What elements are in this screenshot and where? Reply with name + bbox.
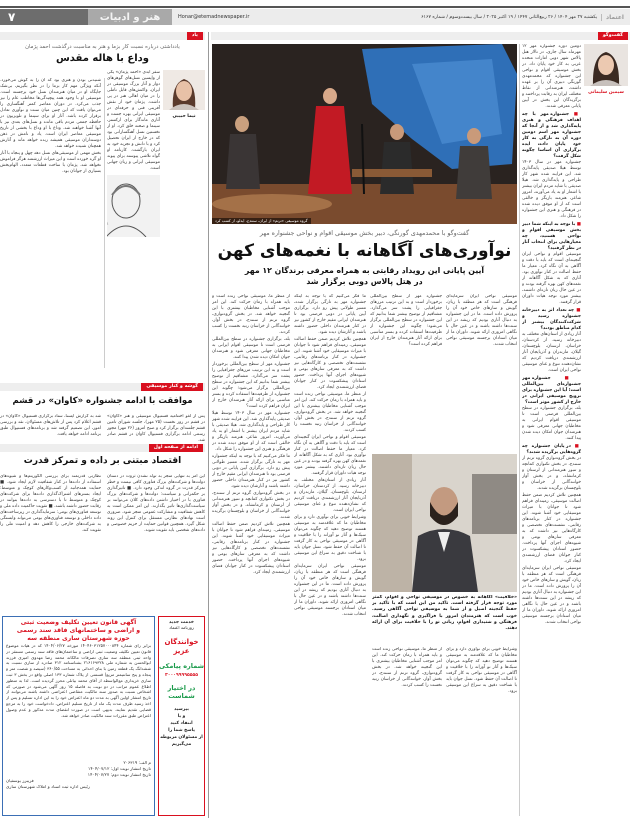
memorial-text: سفر ابدی «احمد پژمان» یکی از واپسین نسل‌های گوهرهای دوار و آثار بزرگ موسیقی در ایران، واکنش‌های قابل تاملی را در میان اهالی هنر در پی داشت. پژمان خود از نقش آفرینی فنی و حرفه‌ای در موسیقی ایرانی بهره جست و آثاری ماندگار برای ارکستر، سینما و صحنه خلق کرد. او از نخستین نسل آهنگسازانی بود که در خارج از ایران تحصیل کرد و با دانش و تجربه خود به ایران بازگشت. کارنامه او گواه تلاشی پیوسته برای پیوند موسیقی ایرانی و زبان جهانی است. [107, 70, 160, 171]
memorial-kicker: یادداشتی درباره نسبت کار بزما و هنر به مناسبت درگذشت احمد پژمان [25, 44, 180, 50]
pull-quote: «خلاقیت» آگاهانه به خصوص در موسیقی نواحی و اقوام، کمتر مورد توجه قرار گرفته است. تاکید من این است که با تاکید بر حفظ گنجینه اصیل و از شما به موسیقی نواحی آگاهی رسید. خوب است که هنرمندان امروز با فراگیری و نگهداری اصالت، فرهنگی و شنیداری اقوام، زبانی نو را با خلاقیت برای آن ارائه دهند. [372, 595, 517, 632]
memorial-col-left [0, 78, 101, 370]
column-divider [104, 78, 105, 368]
stage-photo-image [212, 44, 517, 224]
promo-line: بپرسید [174, 707, 189, 712]
kavan-text-right: پس از لغو اختتامیه فستیوال موسیقی و هنر «کاوان» در قشم در روز نخست (۲۵ مهر)، جلسه شورای تامین قشم جلسه‌ای برگزار کرد و صبح امروز (۲۶ مهر) مجوز رسمی ادامه برگزاری فستیوال کاوان در قشم صادر شد. [107, 414, 205, 442]
kavan-section-bar [0, 383, 205, 391]
interview-right-column [522, 44, 628, 816]
promo-line: انتقاد کنید [170, 721, 193, 726]
author-photo [163, 70, 205, 110]
promo-sms-number[interactable]: ۳۰۰۰۹۹۹۹۵۵۵۵ [165, 673, 198, 678]
interview-answer: همچنین تلاش کردیم ضمن حفظ اصالت موسیقی، زمینه‌ای فراهم شود تا جوانان با میراث موسیقایی خود آشنا شوند. این جشنواره در کنار برنامه‌های رقابتی، نشست‌های تخصصی و کارگاه‌هایی نیز داشت که به معرفی سازهای بومی و شیوه‌های اجرای آنها پرداخت. حضور استادان پیشکسوت در کنار جوانان فضای ارزشمندی ایجاد کرد. [522, 493, 581, 564]
interviewer-box [584, 44, 628, 95]
interview-answer: جشنواره مهر در سال ۱۴۰۳ توسط هیلا صدیقی پایه‌گذاری شد. این فرایند شده شهر کار طراحی و پایه‌گذاری شد. هیلا صدیقی با شاید مردم ایران بیشتر با اشعار او به یاد می‌آورند، امروز شاعر، هنرمند بازیگر و خالقی است که از او موفق دیده شده در فرهنگی و هنری این جشنواره را شکل داد. [522, 160, 581, 219]
interview-intro: دومین دوره جشنواره مهر ۱۲ مهرماه سال جاری، در تالار هتل پالاس شهر دوبی امارات متحده عربی به کار خود پایان داد. در بخش موسیقی اقوام و نواحی این جشنواره که محمدمهدی گورنگی دبیری آن را بر عهده داشت، هنرمندانی از نقاط مختلف ایران به رقابت پرداختند و برگزیدگان این بخش در آیین پایانی معرفی شدند. [522, 44, 581, 109]
interviewer-name: سیمین سلیمانی [588, 90, 624, 95]
kavan-text-left: شد به گزارش ایسنا، ستاد برگزاری فستیوال «کاوان» در قشم اعلام کرد پس از تلاش‌های مسئولان، نقد و بررسی امور، این تصمیم گرفته شد و برنامه‌های فستیوال طبق برنامه ادامه خواهد یافت. [0, 414, 101, 437]
promo-readers: خوانندگان عزیز [164, 638, 199, 655]
interview-paragraph: جشنواره مهر از سطح بین‌المللی برخوردار است و به این ترتیب مرزهای جغرافیایی را پشت سر می‌گذارد. مشتاقیم از توضیح بیشتر شما بدانیم که این جشنواره در سطح بین‌المللی برگزار می‌شود؛ چگونه این جشنواره از ظرفیت‌ها استفاده کرده و بستر مناسبی برای ارائه آثار هنرمندان خارج از ایران فراهم کرده است؟ [212, 362, 290, 409]
economy-headline: اقتصاد مبتنی بر داده و تمرکز قدرت [23, 456, 182, 466]
sms-promo-box [158, 616, 205, 816]
interview-paragraph: موسیقی اقوام و نواحی ایران گنجینه‌ای است که باید با دقت و آگاهی به آن نگاه کرد. معیار ما حفظ اصالت در کنار نوآوری بود. آثاری که به شکل آگاهانه از نغمه‌های کهن بهره گرفته بودند و در عین حال زبان تازه‌ای داشتند، بیشتر مورد توجه هیات داوران قرار گرفتند. [294, 435, 366, 476]
header-info [172, 9, 630, 25]
interview-paragraph: جشنواره مهر در سال ۱۴۰۳ توسط هیلا صدیقی پایه‌گذاری شد. این فرایند شده شهر کار طراحی و پایه‌گذاری شد. هیلا صدیقی با شاید مردم ایران بیشتر با اشعار او به یاد می‌آورند، امروز شاعر، هنرمند بازیگر و خالقی است که از او موفق دیده شده در فرهنگی و هنری این جشنواره را شکل داد. [212, 411, 290, 452]
economy-text-left: نظارتی قدرتمند برای بررسی الگوریتم‌ها و شیوه‌های استفاده از داده‌ها در کنار شفافیت لازم ایجاد شود. ■ حمایت همه‌جانبه از کسب‌وکارهای کوچک و متوسط: ایجاد بسترهای اشتراک‌گذاری داده‌ها برای شرکت‌های کوچک و متوسط تا با دسترسی به داده‌ها بتوانند در رقابت حضور داشته باشند. ■ تقویت حاکمیت داده ملی و توسعه فناوری‌های بومی: سرمایه‌گذاری در زیرساخت‌های داده داخلی و توسعه فناوری‌های بومی می‌تواند وابستگی به شرکت‌های خارجی را کاهش دهد و امنیت ملی را تقویت کند. [0, 474, 101, 533]
interview-question: ■ در پایان جشنواره چه گروه‌هایی برگزیده شدند؟ [522, 444, 581, 456]
notice-code: م الف: ۲۰۶۳۱۹ [123, 761, 151, 766]
interview-paragraph: ما فکر می‌کنیم که با توجه به اینکه جشنواره مهر به تازگی برگزار شده، مسیر طولانی پیش رو دارد. برگزاری آیین پایانی در دوبی فرصتی بود تا هنرمندان ایرانی مقیم خارج از کشور نیز در کنار هنرمندان داخلی حضور داشته باشند و آثارشان دیده شود. [294, 294, 366, 335]
promo-top: روزنامه اعتماد [169, 625, 194, 630]
interview-answer: موسیقی نواحی ایران سرمایه‌ای فرهنگی است که هر منطقه با زبان، گویش و سازهای خاص خود آن را پرورش داده است. ما در این جشنواره به دنبال آثاری بودیم که ریشه در این سنت‌ها داشته باشند و در عین حال با نگاهی امروزی ارائه شوند. داوران ما از میان استادان برجسته موسیقی نواحی انتخاب شدند. [522, 566, 581, 625]
memorial-section-bar [0, 32, 205, 40]
interview-paragraph: موسیقی نواحی ایران سرمایه‌ای فرهنگی است که هر منطقه با زبان، گویش و سازهای خاص خود آن را پرورش داده است. ما در این جشنواره به دنبال آثاری بودیم که ریشه در این سنت‌ها داشته باشند و در عین حال با نگاهی امروزی ارائه شوند. داوران ما از میان استادان برجسته موسیقی نواحی انتخاب شدند. [294, 564, 366, 617]
interview-kicker: گفت‌وگو با محمدمهدی گورنگی، دبیر بخش موسیقی اقوام و نواحی جشنواره مهر [259, 230, 470, 237]
interview-column: وشرایط خوبی برای نوآوری دارد و برای مخاطبان ما که علاقه‌مند به موسیقی هستند توضیح دهید که چگونه می‌توان سبک‌ها و آثار نو آورانه را با خلاقیت و آگاهی در موسیقی نواحی به کار گرفت تا اصالت آن حفظ شود. نسل جوان باید با شناخت دقیق به سراغ این موسیقی برود. [446, 647, 517, 694]
interview-paragraph: وشرایط خوبی برای نوآوری دارد و برای مخاطبان ما که علاقه‌مند به موسیقی هستند توضیح دهید که چگونه می‌توان سبک‌ها و آثار نو آورانه را با خلاقیت و آگاهی در موسیقی نواحی به کار گرفت تا اصالت آن حفظ شود. نسل جوان باید با شناخت دقیق به سراغ این موسیقی برود. [294, 515, 366, 562]
interviewer-photo [584, 44, 628, 86]
notice-title: آگهی قانون تعیین تکلیف وضعیت ثبتی [20, 619, 137, 626]
interview-paragraph: از منظر ما، موسیقی نواحی زنده است و باید همراه با زمان حرکت کند. این امر موجب آشنایی مخاطبان بیشتری با این گنجینه خواهد شد. در بخش گروه‌نوازی، گروه ترنم از سنندج، در بخش آواز، خوانندگانی از خراسان رتبه نخست را کسب کردند. [212, 294, 290, 335]
interview-answer: موسیقی اقوام و نواحی ایران گنجینه‌ای است که باید با دقت و آگاهی به آن نگاه کرد. معیار ما حفظ اصالت در کنار نوآوری بود. آثاری که به شکل آگاهانه از نغمه‌های کهن بهره گرفته بودند و در عین حال زبان تازه‌ای داشتند، بیشتر مورد توجه هیات داوران قرار گرفتند. [522, 252, 581, 305]
memorial-headline: وداع با هاله مقدس [55, 53, 150, 64]
economy-section-bar [0, 444, 205, 452]
interview-paragraph: آثار زیادی از استان‌های مختلف به دبیرخانه رسید. از کردستان، خراسان، لرستان، بلوچستان، گیلان، مازندران و آذربایجان آثار ارزشمندی دریافت کردیم که نشان‌دهنده تنوع و غنای موسیقی نواحی ایران است. [294, 478, 366, 513]
date-line: یکشنبه ۲۷ مهر ۱۴۰۴ / ۲۶ ربیع‌الثانی ۱۴۴۷ / ۱۹ اکتبر ۲۰۲۵ / سال بیست‌وسوم / شماره ۶۱۶۷ [421, 14, 598, 20]
email-link[interactable]: Honar@etemadnewspaper.ir [178, 14, 250, 20]
notice-date-1: تاریخ انتشار نوبت اول: ۱۴۰۴/۰۷/۱۲ [88, 767, 151, 772]
notice-signer: فریبرز یوسفیان [6, 779, 34, 784]
interview-section-bar [211, 32, 630, 40]
interview-paragraph: از منظر ما، موسیقی نواحی زنده است و باید همراه با زمان حرکت کند. این امر موجب آشنایی مخاطبان بیشتری با این گنجینه خواهد شد. در بخش گروه‌نوازی، گروه ترنم از سنندج، در بخش آواز، خوانندگانی از خراسان رتبه نخست را کسب کردند. [294, 392, 366, 433]
legal-notice-ad [2, 616, 155, 816]
interview-column [212, 294, 290, 814]
memorial-text: بخش مهمی از موسیقی‌های نسل دهه چهل و پنجاه با آثار او گره خورده است و این میراث ارزشمند هرگز فراموش نخواهد شد. پژمان با ساخت قطعات متعدد، الهام‌بخش بسیاری از جوانان بود. [0, 151, 101, 174]
memorial-section-label: یاد [187, 32, 203, 40]
page-divider [208, 32, 209, 818]
interview-paragraph: همچنین تلاش کردیم ضمن حفظ اصالت موسیقی، زمینه‌ای فراهم شود تا جوانان با میراث موسیقایی خود آشنا شوند. این جشنواره در کنار برنامه‌های رقابتی، نشست‌های تخصصی و کارگاه‌هایی نیز داشت که به معرفی سازهای بومی و شیوه‌های اجرای آنها پرداخت. حضور استادان پیشکسوت در کنار جوانان فضای ارزشمندی ایجاد کرد. [212, 522, 290, 575]
promo-at-service: در اختیار شماست [167, 684, 196, 700]
interview-column: از منظر ما، موسیقی نواحی زنده است و باید همراه با زمان حرکت کند. این امر موجب آشنایی مخاطبان بیشتری با این گنجینه خواهد شد. در بخش گروه‌نوازی، گروه ترنم از سنندج، در بخش آواز، خوانندگانی از خراسان رتبه نخست را کسب کردند. [372, 647, 442, 688]
economy-section-label: ادامه از صفحه اول [149, 444, 203, 452]
notice-signer-title: رئیس اداره ثبت اسناد و املاک شهرستان ساری [6, 785, 90, 790]
interview-column: جشنواره مهر از سطح بین‌المللی برخوردار است و به این ترتیب مرزهای جغرافیایی را پشت سر می‌گذارد. مشتاقیم از توضیح بیشتر شما بدانیم که این جشنواره در سطح بین‌المللی برگزار می‌شود؛ چگونه این جشنواره از ظرفیت‌ها استفاده کرده و بستر مناسبی برای ارائه آثار هنرمندان خارج از ایران فراهم کرده است؟ [370, 294, 442, 347]
promo-line: پاسخ شما را [168, 728, 195, 733]
interview-paragraph: در بخش گروه‌نوازی گروه ترنم از سنندج، در بخش تکنوازی کمانچه و تنبور هنرمندانی از لرستان و کرمانشاه، و در بخش آواز خوانندگانی از خراسان و بلوچستان برگزیده شدند. [212, 491, 290, 520]
gorangi-photo-image [372, 454, 517, 592]
interview-subheadline: در هتل پالاس دوبی برگزار شد [306, 277, 423, 286]
memorial-text: شنیدنی بودن و هنری بود که آن را به گوش می‌خورد. آنکه ویژگی مهم کار بزما را در نظر بگیریم، بی‌شک جایگاه او در میان هنرمندان نسل خود برجسته است. موسیقی او با وجود همه پیچیدگی‌ها مخاطب عام را نیز جذب می‌کرد. در دوران معاصر کمتر آهنگسازی را می‌توان یافت که این چنین میان سنت و نوآوری تعادل برقرار کرده باشد. آثار او برای سینما و تلویزیون در حافظه جمعی مردم باقی مانده و نسل‌های بعدی نیز با آنها آشنا خواهند شد. وداع با او وداع با بخشی از تاریخ موسیقی معاصر ایران است. یاد و نامش در ذهن دوستداران موسیقی همیشه زنده خواهد ماند و آثارش همچنان شنیده خواهد شد. [0, 78, 101, 149]
interview-answer: بله، برگزاری جشنواره در سطح بین‌المللی فرصتی است تا موسیقی اقوام ایرانی به مخاطبان جهانی معرفی شود و هنرمندان جوان امکان دیده شدن پیدا کنند. [522, 406, 581, 441]
interview-paragraph: ما فکر می‌کنیم که با توجه به اینکه جشنواره مهر به تازگی برگزار شده، مسیر طولانی پیش رو دارد. برگزاری آیین پایانی در دوبی فرصتی بود تا هنرمندان ایرانی مقیم خارج از کشور نیز در کنار هنرمندان داخلی حضور داشته باشند و آثارشان دیده شود. [212, 454, 290, 489]
pejman-portrait-sketch [107, 175, 160, 237]
notice-body: برابر رای شماره ۱۴۰۴۶۰۳۱۲۵۷۰۰۰۸۴۴ مورخه ۱۴۰۴/۰۶/۲۷ که در هیات موضوع قانون تعیین تکلیف وضعیت ثبتی اراضی و ساختمان‌های فاقد سند رسمی مستقر در واحد ثبتی منطقه سه ساری تصرفات مالکانه محمد رضا مهدوی امیری فرزند ابوالحسن به شماره ملی ۲۱۶۱۶۹۳۲۸ بشناسنامه ۳۱۲ صادره از ساری نسبت به ششدانگ یک قطعه زمین با بنای احداثی به مساحت ۳۶۰/۵۵ (سیصد و شصت متر و پنجاه و پنج سانتیمتر مربع) قسمتی از پلاک شماره ۱۳۳ اصلی واقع در بخش ۳ ثبت ساری خریداری مع‌الواسطه از آقای محمد بیانلی محرز گردیده است. لذا به منظور اطلاع عموم مراتب در دو نوبت به فاصله ۱۵ روز آگهی می‌شود در صورتی که اشخاص نسبت به صدور سند مالکیت متقاضی اعتراضی داشته باشند می‌توانند از تاریخ انتشار اولین آگهی به مدت دو ماه اعتراض خود را به این اداره تسلیم و پس از اخذ رسید ظرف مدت یک ماه از تاریخ تسلیم اعتراض، دادخواست خود را به مرجع قضایی تقدیم نمایند. بدیهی است در صورت انقضای مدت مذکور و عدم وصول اعتراض طبق مقررات سند مالکیت صادر خواهد شد. [6, 643, 151, 718]
header-rule [0, 6, 630, 8]
author-box [163, 70, 205, 119]
promo-line: و یا [177, 714, 186, 719]
promo-line: از مسئولان مربوطه [160, 735, 203, 740]
interview-subheadline: آیین پایانی این رویداد رقابتی به همراه معرفی برندگان ۱۲ مهر [244, 266, 485, 275]
photo-caption: گروه موسیقی «ترنم» از ایران، سنندج، ایدلو، از کسب کرد [212, 218, 311, 224]
notice-title: و اراضی و ساختمانهای فاقد سند رسمی [16, 627, 141, 634]
interview-answer: در بخش گروه‌نوازی گروه ترنم از سنندج، در بخش تکنوازی کمانچه و تنبور هنرمندانی از لرستان و کرمانشاه، و در بخش آواز خوانندگانی از خراسان و بلوچستان برگزیده شدند. [522, 456, 581, 491]
interview-column: موسیقی نواحی ایران سرمایه‌ای فرهنگی است که هر منطقه با زبان، گویش و سازهای خاص خود آن را پرورش داده است. ما در این جشنواره به دنبال آثاری بودیم که ریشه در این سنت‌ها داشته باشند و در عین حال با نگاهی امروزی ارائه شوند. داوران ما از میان استادان برجسته موسیقی نواحی انتخاب شدند. [446, 294, 517, 347]
interview-headline: نوآوری‌های آگاهانه با نغمه‌های کهن [217, 241, 512, 261]
interview-question: ■ چه تعداد اثر به دبیرخانه جشنواره رسید و شرکت‌کنندگان بیشتر از کدام مناطق بودند؟ [522, 308, 581, 332]
promo-sms-label: شماره پیامکی [159, 662, 204, 670]
promo-top: خدمت جدید [168, 620, 195, 625]
column-divider [519, 44, 520, 816]
promo-line: می‌گیریم [171, 742, 192, 747]
economy-text-right: این امر به تنهایی منجر به تولد نشدن ثروت در دستان دولت‌ها و شرکت‌های بزرگ فناوری کافی نیست و خطر تمرکز قدرت در گروه اندکی وجود دارد. ■ تاثیرگذاری بر حکمرانی و سیاست: دولت‌ها و شرکت‌های بزرگ فناوری با در اختیار داشتن داده‌های کلان می‌توانند بر سیاست‌گذاری‌ها تاثیر بگذارند. این امر ممکن است به کاهش شفافیت و مشارکت عمومی منجر شود. ضروری است نهادهای نظارتی مستقل برای کنترل این روند شکل گیرد. همچنین قوانین حمایت از حریم خصوصی و داده‌های شخصی باید تقویت شوند. [107, 474, 205, 533]
notice-date-2: تاریخ انتشار نوبت دوم: ۱۴۰۴/۰۷/۲۷ [87, 773, 151, 778]
interview-question: ■ جشنواره مهر جشنواره‌ای بین‌المللی است؛ آیا این جشنواره برای ترویج موسیقی ایرانی در خارج از کشور موثر است؟ [522, 376, 581, 406]
interview-section-label: گفت‌وگو [598, 32, 628, 40]
section-title: هنر و ادبیات [88, 9, 172, 25]
interview-paragraph: بله، برگزاری جشنواره در سطح بین‌المللی فرصتی است تا موسیقی اقوام ایرانی به مخاطبان جهانی معرفی شود و هنرمندان جوان امکان دیده شدن پیدا کنند. [212, 337, 290, 360]
page-number: ۷ [0, 9, 88, 25]
interview-answer: آثار زیادی از استان‌های مختلف به دبیرخانه رسید. از کردستان، خراسان، لرستان، بلوچستان، گیلان، مازندران و آذربایجان آثار ارزشمندی دریافت کردیم که نشان‌دهنده تنوع و غنای موسیقی نواحی ایران است. [522, 332, 581, 373]
notice-title: حوزه شهرستان ساری منطقه سه [27, 635, 130, 642]
newspaper-logo: اعتماد [601, 14, 624, 21]
author-name: نیما حبیبی [172, 114, 196, 119]
memorial-col-right [107, 70, 205, 370]
interview-paragraph: همچنین تلاش کردیم ضمن حفظ اصالت موسیقی، زمینه‌ای فراهم شود تا جوانان با میراث موسیقایی خود آشنا شوند. این جشنواره در کنار برنامه‌های رقابتی، نشست‌های تخصصی و کارگاه‌هایی نیز داشت که به معرفی سازهای بومی و شیوه‌های اجرای آنها پرداخت. حضور استادان پیشکسوت در کنار جوانان فضای ارزشمندی ایجاد کرد. [294, 337, 366, 390]
kavan-headline: موافقت با ادامه جشنواره «کاوان» در قشم [12, 396, 193, 406]
interview-question: ■ جشنواره مهر با چه اهداف فرهنگی و هنری پایه‌گذاری شد و از آنجا که جشنواره مهر اسم دومین دوره آن به تازگی به کار خود پایان داده، ایده برگزاری آن اساسا چگونه شکل گرفت؟ [522, 112, 581, 160]
interview-question: ■ با توجه به اینکه شما دبیر بخش موسیقی اقوام و نواحی هستید، چه معیارهایی برای انتخاب آثار در نظر گرفتید؟ [522, 222, 581, 252]
gorangi-photo [372, 454, 517, 592]
kavan-section-label: گوشه و کنار موسیقی [141, 383, 203, 391]
stage-photo [212, 44, 517, 224]
interview-column [294, 294, 366, 814]
